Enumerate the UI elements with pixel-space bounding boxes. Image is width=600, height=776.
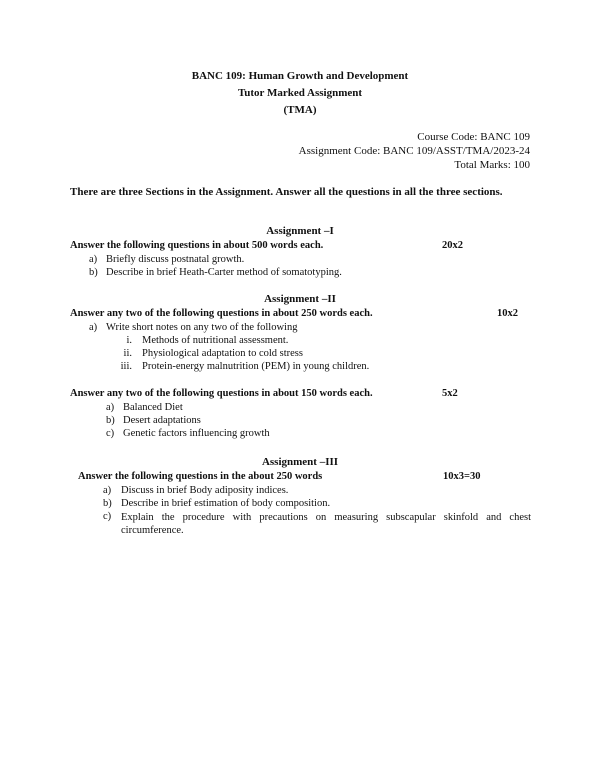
section-marks: 10x3=30 (443, 471, 481, 482)
total-marks: Total Marks: 100 (454, 159, 530, 171)
list-marker: c) (106, 428, 115, 439)
list-item: Balanced Diet (123, 402, 183, 413)
section-instruction: Answer any two of the following questions in about 250 words each. (70, 308, 373, 319)
list-item: Genetic factors influencing growth (123, 428, 270, 439)
section-marks: 20x2 (442, 240, 463, 251)
sublist-marker: ii. (123, 348, 132, 359)
list-item: Write short notes on any two of the following (106, 322, 298, 333)
document-abbreviation: (TMA) (283, 104, 317, 116)
list-marker: b) (89, 267, 98, 278)
sublist-item: Physiological adaptation to cold stress (142, 348, 303, 359)
list-item: Describe in brief estimation of body composition. (121, 498, 331, 509)
intro-text: There are three Sections in the Assignment. Answer all the questions in all the three sections. (70, 186, 503, 198)
list-marker: a) (103, 485, 112, 496)
list-item: Explain the procedure with precautions on measuring subscapular skinfold and chest circumference. (121, 512, 531, 536)
section-heading: Assignment –I (266, 225, 334, 237)
list-marker: b) (103, 498, 112, 509)
sublist-item: Methods of nutritional assessment. (142, 335, 289, 346)
section-instruction: Answer the following questions in about 500 words each. (70, 240, 324, 251)
list-marker: c) (103, 511, 112, 522)
list-item: Briefly discuss postnatal growth. (106, 254, 245, 265)
list-marker: b) (106, 415, 115, 426)
section-heading: Assignment –III (261, 456, 339, 468)
assignment-code: Assignment Code: BANC 109/ASST/TMA/2023-24 (298, 145, 530, 157)
sublist-marker: i. (126, 335, 132, 346)
sublist-item: Protein-energy malnutrition (PEM) in young children. (142, 361, 370, 372)
section-marks: 10x2 (497, 308, 518, 319)
document-title: BANC 109: Human Growth and Development (191, 70, 409, 82)
list-item: Describe in brief Heath-Carter method of somatotyping. (106, 267, 342, 278)
list-marker: a) (89, 322, 98, 333)
list-marker: a) (106, 402, 115, 413)
section-instruction: Answer the following questions in the about 250 words (78, 471, 323, 482)
sublist-marker: iii. (120, 361, 132, 372)
section-heading: Assignment –II (264, 293, 336, 305)
section-instruction: Answer any two of the following questions in about 150 words each. (70, 388, 373, 399)
list-item: Discuss in brief Body adiposity indices. (121, 485, 289, 496)
document-subtitle: Tutor Marked Assignment (237, 87, 363, 99)
section-marks: 5x2 (442, 388, 458, 399)
list-item: Desert adaptations (123, 415, 201, 426)
course-code: Course Code: BANC 109 (417, 131, 530, 143)
list-marker: a) (89, 254, 98, 265)
